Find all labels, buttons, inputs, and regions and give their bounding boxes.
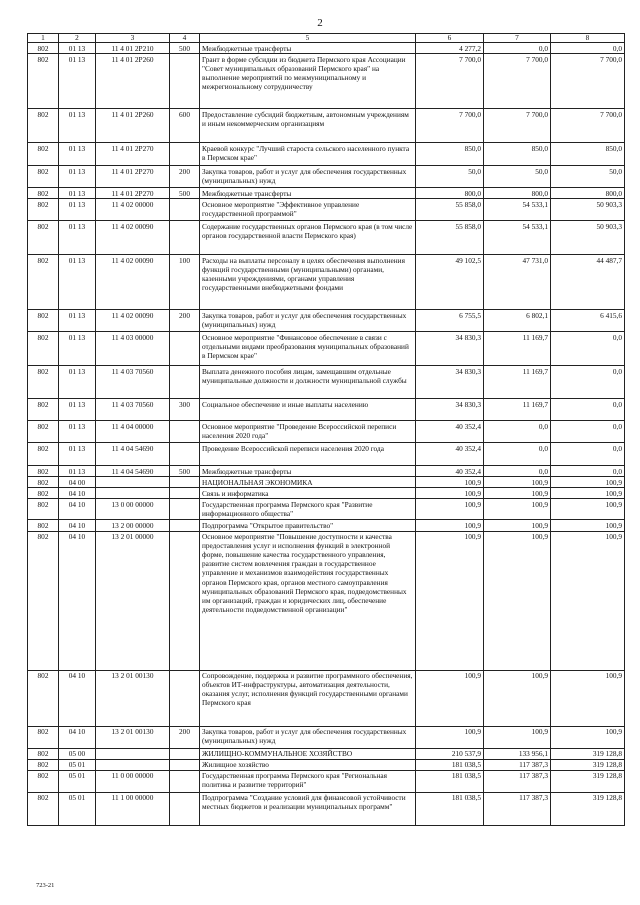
description-cell: Связь и информатика: [200, 488, 416, 499]
target-article-cell: [96, 488, 170, 499]
chapter-code-cell: 802: [28, 488, 59, 499]
description-cell: Жилищное хозяйство: [200, 759, 416, 770]
amount-2021-cell: 100,9: [416, 726, 484, 748]
chapter-code-cell: 802: [28, 188, 59, 199]
chapter-code-cell: 802: [28, 770, 59, 792]
amount-2022-cell: 117 387,3: [484, 759, 551, 770]
amount-2022-cell: 117 387,3: [484, 770, 551, 792]
amount-2023-cell: 100,9: [551, 531, 625, 670]
expense-type-cell: [170, 748, 200, 759]
description-cell: Основное мероприятие "Проведение Всероссийской переписи населения 2020 года": [200, 421, 416, 443]
amount-2023-cell: 50 903,3: [551, 221, 625, 255]
target-article-cell: [96, 759, 170, 770]
amount-2023-cell: 7 700,0: [551, 54, 625, 109]
table-row: [28, 310, 625, 332]
budget-table: [27, 33, 625, 826]
description-cell: Краевой конкурс "Лучший староста сельского населенного пункта в Пермском крае": [200, 143, 416, 166]
amount-2023-cell: 0,0: [551, 366, 625, 399]
description-cell: Грант в форме субсидии из бюджета Пермского края Ассоциации "Совет муниципальных образований Пермского края" на выполнение мероприятий по межмуниципальному и межрегиональному сотрудничеству: [200, 54, 416, 109]
table-row: [28, 520, 625, 531]
amount-2022-cell: 100,9: [484, 531, 551, 670]
chapter-code-cell: 802: [28, 166, 59, 188]
target-article-cell: 11 0 00 00000: [96, 770, 170, 792]
amount-2023-cell: 800,0: [551, 188, 625, 199]
section-code-cell: 01 13: [59, 221, 96, 255]
header-row: [28, 34, 625, 43]
column-header: 6: [416, 34, 484, 43]
expense-type-cell: 100: [170, 255, 200, 310]
amount-2021-cell: 100,9: [416, 499, 484, 520]
section-code-cell: 01 13: [59, 366, 96, 399]
description-cell: Основное мероприятие "Повышение доступности и качества предоставления услуг и исполнения функций в электронной форме, повышение качества государственного управления, развитие систем вовлечения граждан в государственное управление и механизмов взаимодействия государственных органов Пермского края, органов местного самоуправления муниципальных образований Пермского края, подведомственных им организаций, граждан и юридических лиц, обеспечение деятельности подведомственной организации": [200, 531, 416, 670]
amount-2021-cell: 6 755,5: [416, 310, 484, 332]
target-article-cell: 11 4 01 2P260: [96, 54, 170, 109]
amount-2023-cell: 100,9: [551, 520, 625, 531]
table-row: [28, 366, 625, 399]
expense-type-cell: [170, 54, 200, 109]
amount-2023-cell: 0,0: [551, 421, 625, 443]
amount-2022-cell: 100,9: [484, 499, 551, 520]
expense-type-cell: 300: [170, 399, 200, 421]
amount-2023-cell: 50 903,3: [551, 199, 625, 221]
amount-2022-cell: 50,0: [484, 166, 551, 188]
description-cell: Предоставление субсидий бюджетным, автономным учреждениям и иным некоммерческим организациям: [200, 109, 416, 143]
amount-2021-cell: 181 038,5: [416, 792, 484, 825]
expense-type-cell: [170, 443, 200, 466]
amount-2023-cell: 100,9: [551, 499, 625, 520]
description-cell: Основное мероприятие "Финансовое обеспечение в связи с отдельными видами преобразования муниципальных образований в Пермском крае": [200, 332, 416, 366]
expense-type-cell: [170, 792, 200, 825]
section-code-cell: 01 13: [59, 255, 96, 310]
description-cell: Закупка товаров, работ и услуг для обеспечения государственных (муниципальных) нужд: [200, 310, 416, 332]
footer-code: 723-21: [36, 882, 55, 889]
amount-2022-cell: 0,0: [484, 443, 551, 466]
description-cell: Содержание государственных органов Пермского края (в том числе органов государственной власти Пермского края): [200, 221, 416, 255]
table-row: [28, 255, 625, 310]
amount-2023-cell: 6 415,6: [551, 310, 625, 332]
description-cell: Подпрограмма "Открытое правительство": [200, 520, 416, 531]
target-article-cell: 11 4 04 54690: [96, 443, 170, 466]
expense-type-cell: [170, 670, 200, 726]
amount-2021-cell: 800,0: [416, 188, 484, 199]
target-article-cell: 13 2 01 00000: [96, 531, 170, 670]
section-code-cell: 01 13: [59, 199, 96, 221]
table-row: [28, 43, 625, 54]
table-row: [28, 421, 625, 443]
table-row: [28, 499, 625, 520]
section-code-cell: 01 13: [59, 443, 96, 466]
amount-2023-cell: 100,9: [551, 477, 625, 488]
chapter-code-cell: 802: [28, 366, 59, 399]
section-code-cell: 01 13: [59, 399, 96, 421]
amount-2023-cell: 7 700,0: [551, 109, 625, 143]
amount-2021-cell: 850,0: [416, 143, 484, 166]
amount-2023-cell: 319 128,8: [551, 770, 625, 792]
section-code-cell: 04 10: [59, 499, 96, 520]
amount-2023-cell: 50,0: [551, 166, 625, 188]
column-header: 2: [59, 34, 96, 43]
section-code-cell: 04 10: [59, 726, 96, 748]
description-cell: Межбюджетные трансферты: [200, 466, 416, 477]
chapter-code-cell: 802: [28, 332, 59, 366]
target-article-cell: [96, 477, 170, 488]
amount-2021-cell: 40 352,4: [416, 421, 484, 443]
table-row: [28, 477, 625, 488]
table-row: [28, 726, 625, 748]
target-article-cell: 11 4 01 2P270: [96, 143, 170, 166]
amount-2022-cell: 0,0: [484, 466, 551, 477]
amount-2023-cell: 0,0: [551, 43, 625, 54]
target-article-cell: 13 2 00 00000: [96, 520, 170, 531]
chapter-code-cell: 802: [28, 726, 59, 748]
amount-2023-cell: 100,9: [551, 488, 625, 499]
amount-2021-cell: 210 537,9: [416, 748, 484, 759]
chapter-code-cell: 802: [28, 531, 59, 670]
expense-type-cell: [170, 531, 200, 670]
amount-2022-cell: 100,9: [484, 488, 551, 499]
description-cell: НАЦИОНАЛЬНАЯ ЭКОНОМИКА: [200, 477, 416, 488]
expense-type-cell: 600: [170, 109, 200, 143]
chapter-code-cell: 802: [28, 143, 59, 166]
section-code-cell: 05 01: [59, 792, 96, 825]
target-article-cell: 11 4 02 00090: [96, 221, 170, 255]
chapter-code-cell: 802: [28, 477, 59, 488]
chapter-code-cell: 802: [28, 310, 59, 332]
expense-type-cell: [170, 759, 200, 770]
expense-type-cell: [170, 520, 200, 531]
table-row: [28, 443, 625, 466]
amount-2021-cell: 34 830,3: [416, 332, 484, 366]
amount-2023-cell: 100,9: [551, 726, 625, 748]
section-code-cell: 01 13: [59, 54, 96, 109]
amount-2021-cell: 34 830,3: [416, 366, 484, 399]
section-code-cell: 04 00: [59, 477, 96, 488]
amount-2022-cell: 47 731,0: [484, 255, 551, 310]
amount-2021-cell: 100,9: [416, 531, 484, 670]
target-article-cell: 11 4 03 70560: [96, 399, 170, 421]
description-cell: Расходы на выплаты персоналу в целях обеспечения выполнения функций государственными (муниципальными) органами, казенными учреждениями, органами управления государственными внебюджетными фондами: [200, 255, 416, 310]
amount-2022-cell: 100,9: [484, 726, 551, 748]
expense-type-cell: [170, 199, 200, 221]
amount-2022-cell: 11 169,7: [484, 366, 551, 399]
amount-2022-cell: 11 169,7: [484, 332, 551, 366]
description-cell: Сопровождение, поддержка и развитие программного обеспечения, объектов ИТ-инфраструктуры, автоматизация деятельности, оказания услуг, исполнения функций государственными органами Пермского края: [200, 670, 416, 726]
section-code-cell: 01 13: [59, 166, 96, 188]
table-row: [28, 332, 625, 366]
amount-2021-cell: 50,0: [416, 166, 484, 188]
description-cell: ЖИЛИЩНО-КОММУНАЛЬНОЕ ХОЗЯЙСТВО: [200, 748, 416, 759]
chapter-code-cell: 802: [28, 792, 59, 825]
chapter-code-cell: 802: [28, 221, 59, 255]
description-cell: Проведение Всероссийской переписи населения 2020 года: [200, 443, 416, 466]
table-row: [28, 488, 625, 499]
section-code-cell: 01 13: [59, 109, 96, 143]
amount-2021-cell: 100,9: [416, 477, 484, 488]
target-article-cell: 11 4 01 2P270: [96, 188, 170, 199]
amount-2021-cell: 55 858,0: [416, 221, 484, 255]
section-code-cell: 05 01: [59, 759, 96, 770]
amount-2023-cell: 319 128,8: [551, 748, 625, 759]
column-header: 3: [96, 34, 170, 43]
expense-type-cell: 500: [170, 43, 200, 54]
amount-2023-cell: 319 128,8: [551, 759, 625, 770]
chapter-code-cell: 802: [28, 54, 59, 109]
description-cell: Государственная программа Пермского края "Региональная политика и развитие территорий": [200, 770, 416, 792]
table-row: [28, 466, 625, 477]
amount-2021-cell: 55 858,0: [416, 199, 484, 221]
amount-2023-cell: 0,0: [551, 443, 625, 466]
table-row: [28, 399, 625, 421]
amount-2022-cell: 6 802,1: [484, 310, 551, 332]
amount-2022-cell: 0,0: [484, 421, 551, 443]
amount-2022-cell: 7 700,0: [484, 54, 551, 109]
amount-2021-cell: 7 700,0: [416, 109, 484, 143]
description-cell: Закупка товаров, работ и услуг для обеспечения государственных (муниципальных) нужд: [200, 726, 416, 748]
expense-type-cell: 200: [170, 166, 200, 188]
section-code-cell: 01 13: [59, 310, 96, 332]
amount-2022-cell: 7 700,0: [484, 109, 551, 143]
amount-2021-cell: 40 352,4: [416, 443, 484, 466]
section-code-cell: 01 13: [59, 43, 96, 54]
chapter-code-cell: 802: [28, 43, 59, 54]
table-row: [28, 166, 625, 188]
expense-type-cell: [170, 488, 200, 499]
expense-type-cell: [170, 143, 200, 166]
section-code-cell: 05 00: [59, 748, 96, 759]
amount-2022-cell: 800,0: [484, 188, 551, 199]
section-code-cell: 01 13: [59, 143, 96, 166]
chapter-code-cell: 802: [28, 421, 59, 443]
chapter-code-cell: 802: [28, 670, 59, 726]
target-article-cell: 11 1 00 00000: [96, 792, 170, 825]
amount-2022-cell: 100,9: [484, 477, 551, 488]
expense-type-cell: 500: [170, 188, 200, 199]
amount-2022-cell: 0,0: [484, 43, 551, 54]
amount-2021-cell: 4 277,2: [416, 43, 484, 54]
amount-2022-cell: 133 956,1: [484, 748, 551, 759]
chapter-code-cell: 802: [28, 399, 59, 421]
target-article-cell: 11 4 03 70560: [96, 366, 170, 399]
amount-2022-cell: 100,9: [484, 670, 551, 726]
expense-type-cell: [170, 499, 200, 520]
description-cell: Социальное обеспечение и иные выплаты населению: [200, 399, 416, 421]
table-row: [28, 188, 625, 199]
section-code-cell: 01 13: [59, 466, 96, 477]
section-code-cell: 01 13: [59, 188, 96, 199]
amount-2023-cell: 0,0: [551, 399, 625, 421]
section-code-cell: 05 01: [59, 770, 96, 792]
amount-2022-cell: 117 387,3: [484, 792, 551, 825]
target-article-cell: 11 4 01 2P210: [96, 43, 170, 54]
amount-2021-cell: 34 830,3: [416, 399, 484, 421]
expense-type-cell: [170, 332, 200, 366]
column-header: 7: [484, 34, 551, 43]
amount-2021-cell: 100,9: [416, 520, 484, 531]
amount-2021-cell: 100,9: [416, 488, 484, 499]
table-row: [28, 54, 625, 109]
expense-type-cell: 500: [170, 466, 200, 477]
amount-2022-cell: 11 169,7: [484, 399, 551, 421]
description-cell: Основное мероприятие "Эффективное управление государственной программой": [200, 199, 416, 221]
chapter-code-cell: 802: [28, 759, 59, 770]
target-article-cell: 13 2 01 00130: [96, 670, 170, 726]
amount-2022-cell: 100,9: [484, 520, 551, 531]
table-row: [28, 770, 625, 792]
description-cell: Выплата денежного пособия лицам, замещавшим отдельные муниципальные должности и должности муниципальной службы: [200, 366, 416, 399]
target-article-cell: 13 0 00 00000: [96, 499, 170, 520]
amount-2021-cell: 100,9: [416, 670, 484, 726]
table-row: [28, 109, 625, 143]
column-header: 8: [551, 34, 625, 43]
target-article-cell: 11 4 04 00000: [96, 421, 170, 443]
description-cell: Межбюджетные трансферты: [200, 43, 416, 54]
amount-2022-cell: 54 533,1: [484, 199, 551, 221]
description-cell: Закупка товаров, работ и услуг для обеспечения государственных (муниципальных) нужд: [200, 166, 416, 188]
table-row: [28, 199, 625, 221]
amount-2023-cell: 44 487,7: [551, 255, 625, 310]
target-article-cell: 11 4 03 00000: [96, 332, 170, 366]
section-code-cell: 04 10: [59, 520, 96, 531]
target-article-cell: 11 4 02 00090: [96, 255, 170, 310]
table-row: [28, 221, 625, 255]
page-number: 2: [317, 17, 323, 29]
chapter-code-cell: 802: [28, 748, 59, 759]
amount-2021-cell: 181 038,5: [416, 759, 484, 770]
column-header: 1: [28, 34, 59, 43]
expense-type-cell: [170, 770, 200, 792]
section-code-cell: 01 13: [59, 421, 96, 443]
expense-type-cell: [170, 221, 200, 255]
amount-2023-cell: 0,0: [551, 332, 625, 366]
target-article-cell: 13 2 01 00130: [96, 726, 170, 748]
chapter-code-cell: 802: [28, 255, 59, 310]
column-header: 5: [200, 34, 416, 43]
target-article-cell: 11 4 02 00000: [96, 199, 170, 221]
target-article-cell: [96, 748, 170, 759]
expense-type-cell: [170, 421, 200, 443]
amount-2023-cell: 850,0: [551, 143, 625, 166]
target-article-cell: 11 4 01 2P270: [96, 166, 170, 188]
amount-2021-cell: 49 102,5: [416, 255, 484, 310]
target-article-cell: 11 4 01 2P260: [96, 109, 170, 143]
chapter-code-cell: 802: [28, 499, 59, 520]
section-code-cell: 04 10: [59, 670, 96, 726]
chapter-code-cell: 802: [28, 520, 59, 531]
description-cell: Подпрограмма "Создание условий для финансовой устойчивости местных бюджетов и реализации муниципальных программ": [200, 792, 416, 825]
target-article-cell: 11 4 02 00090: [96, 310, 170, 332]
section-code-cell: 04 10: [59, 488, 96, 499]
expense-type-cell: [170, 366, 200, 399]
expense-type-cell: [170, 477, 200, 488]
section-code-cell: 04 10: [59, 531, 96, 670]
chapter-code-cell: 802: [28, 199, 59, 221]
description-cell: Межбюджетные трансферты: [200, 188, 416, 199]
amount-2022-cell: 850,0: [484, 143, 551, 166]
amount-2023-cell: 0,0: [551, 466, 625, 477]
section-code-cell: 01 13: [59, 332, 96, 366]
target-article-cell: 11 4 04 54690: [96, 466, 170, 477]
chapter-code-cell: 802: [28, 109, 59, 143]
table-row: [28, 143, 625, 166]
description-cell: Государственная программа Пермского края "Развитие информационного общества": [200, 499, 416, 520]
amount-2022-cell: 54 533,1: [484, 221, 551, 255]
chapter-code-cell: 802: [28, 443, 59, 466]
amount-2021-cell: 40 352,4: [416, 466, 484, 477]
table-row: [28, 670, 625, 726]
amount-2023-cell: 100,9: [551, 670, 625, 726]
table-row: [28, 531, 625, 670]
table-row: [28, 759, 625, 770]
amount-2021-cell: 181 038,5: [416, 770, 484, 792]
expense-type-cell: 200: [170, 310, 200, 332]
table-row: [28, 748, 625, 759]
amount-2023-cell: 319 128,8: [551, 792, 625, 825]
amount-2021-cell: 7 700,0: [416, 54, 484, 109]
expense-type-cell: 200: [170, 726, 200, 748]
table-row: [28, 792, 625, 825]
column-header: 4: [170, 34, 200, 43]
chapter-code-cell: 802: [28, 466, 59, 477]
